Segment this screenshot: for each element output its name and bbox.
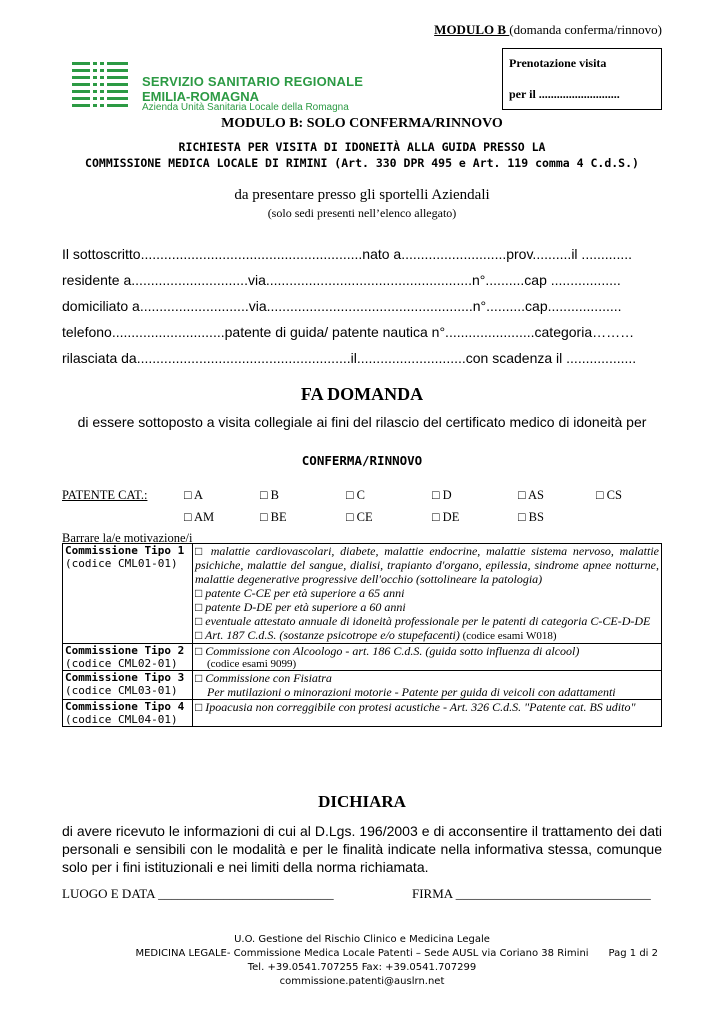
footer-line-2: MEDICINA LEGALE- Commissione Medica Locale Patenti – Sede AUSL via Coriano 38 Rimini	[135, 948, 589, 959]
tipo3-items	[193, 671, 662, 700]
footer-line-1: U.O. Gestione del Rischio Clinico e Medicina Legale	[234, 934, 490, 945]
motivazioni-table	[62, 543, 662, 727]
checkbox-cat-c[interactable]: □ C	[346, 488, 366, 502]
present-subtext: (solo sedi presenti nell’elenco allegato)	[267, 206, 457, 220]
tipo4-items	[193, 700, 662, 727]
tipo1-item-3[interactable]: □ patente D-DE per età superiore a 60 anni	[195, 600, 406, 614]
tipo1-cell	[63, 544, 193, 644]
checkbox-cat-as[interactable]: □ AS	[518, 488, 544, 502]
checkbox-cat-d[interactable]: □ D	[432, 488, 452, 502]
tipo1-item-4[interactable]: □ eventuale attestato annuale di idoneità professionale per le patenti di categoria C-CE-D-DE	[195, 614, 651, 628]
tipo2-code: (codice CML02-01)	[65, 657, 178, 670]
checkbox-cat-de[interactable]: □ DE	[432, 510, 460, 524]
checkbox-cat-cs[interactable]: □ CS	[596, 488, 622, 502]
checkbox-cat-a[interactable]: □ A	[184, 488, 204, 502]
fa-domanda-heading: FA DOMANDA	[300, 384, 424, 404]
tipo1-item-1[interactable]: □ malattie cardiovascolari, diabete, malattie endocrine, malattie sistema nervoso, malattie psichiche, malattie del sangue, dialisi, trapianto d'organo, epilessia, sindrome apnee notturne, malattie degenerative progressive dell'occhio (sottolineare la patologia)	[195, 544, 659, 586]
footer-line-3: Tel. +39.0541.707255 Fax: +39.0541.707299	[247, 962, 477, 973]
footer-email[interactable]: commissione.patenti@auslrn.net	[279, 976, 445, 987]
tipo2-item-1-code: (codice esami 9099)	[207, 658, 297, 670]
tipo3-item-2: Per mutilazioni o minorazioni motorie - Patente per guida di veicoli con adattamenti	[207, 685, 616, 699]
checkbox-cat-am[interactable]: □ AM	[184, 510, 215, 524]
checkbox-cat-be[interactable]: □ BE	[260, 510, 287, 524]
tipo4-title: Commissione Tipo 4	[65, 700, 185, 713]
dichiara-heading: DICHIARA	[318, 792, 406, 811]
table-row	[63, 544, 662, 644]
tipo4-cell	[63, 700, 193, 727]
domicile-line[interactable]: domiciliato a............................via.....................................................n°..........cap...................	[62, 298, 622, 314]
table-row	[63, 671, 662, 700]
table-row	[63, 644, 662, 671]
module-tag	[434, 22, 662, 38]
logo-line-1: SERVIZIO SANITARIO REGIONALE	[142, 74, 364, 89]
tipo2-cell	[63, 644, 193, 671]
form-subtitle: MODULO B: SOLO CONFERMA/RINNOVO	[221, 116, 503, 131]
tipo1-item-5-code: (codice esami W018)	[459, 630, 557, 642]
tipo1-item-2[interactable]: □ patente C-CE per età superiore a 65 anni	[195, 586, 405, 600]
logo	[70, 60, 370, 112]
conferma-heading: CONFERMA/RINNOVO	[301, 453, 423, 468]
logo-line-2: EMILIA-ROMAGNA	[142, 89, 259, 104]
tipo3-title: Commissione Tipo 3	[65, 671, 185, 684]
prenotazione-date-field[interactable]: per il ...........................	[509, 87, 620, 101]
tipo4-code: (codice CML04-01)	[65, 713, 178, 726]
request-title-1: RICHIESTA PER VISITA DI IDONEITÀ ALLA GUIDA PRESSO LA	[178, 140, 546, 154]
logo-line-3: Azienda Unità Sanitaria Locale della Romagna	[142, 102, 349, 113]
prenotazione-box	[502, 48, 662, 110]
applicant-name-line[interactable]: Il sottoscritto.........................................................nato a...........................prov..........il .............	[62, 246, 633, 262]
tipo1-title: Commissione Tipo 1	[65, 544, 185, 557]
prenotazione-label: Prenotazione visita	[509, 56, 607, 70]
tipo1-item-5[interactable]	[195, 628, 659, 643]
tipo1-item-5-text: □ Art. 187 C.d.S. (sostanze psicotrope e/o stupefacenti)	[195, 628, 460, 642]
logo-mark-icon	[70, 60, 132, 112]
request-title-2: COMMISSIONE MEDICA LOCALE DI RIMINI (Art. 330 DPR 495 e Art. 119 comma 4 C.d.S.)	[85, 156, 639, 170]
phone-license-line[interactable]: telefono.............................patente di guida/ patente nautica n°.......................categoria………	[62, 324, 635, 340]
tipo4-item-1[interactable]: □ Ipoacusia non correggibile con protesi acustiche - Art. 326 C.d.S. "Patente cat. BS udito"	[195, 700, 636, 714]
visita-text: di essere sottoposto a visita collegiale ai fini del rilascio del certificato medico di idoneità per	[77, 414, 647, 430]
luogo-data-field[interactable]: LUOGO E DATA ___________________________	[62, 886, 334, 901]
patente-label: PATENTE CAT.:	[62, 488, 148, 502]
dichiara-text: di avere ricevuto le informazioni di cui al D.Lgs. 196/2003 e di acconsentire il trattamento dei dati personali e sensibili con le modalità e per le finalità indicate nella informativa stessa, comunque solo per i fini istituzionali e nei limiti della norma richiamata.	[62, 823, 662, 875]
tipo3-code: (codice CML03-01)	[65, 684, 178, 697]
tipo3-item-1[interactable]: □ Commissione con Fisiatra	[195, 671, 332, 685]
firma-field[interactable]: FIRMA ______________________________	[412, 886, 651, 901]
present-text: da presentare presso gli sportelli Aziendali	[234, 187, 490, 203]
module-tag-rest: (domanda conferma/rinnovo)	[509, 22, 662, 37]
module-tag-bold: MODULO B	[434, 22, 510, 37]
tipo2-items	[193, 644, 662, 671]
barrare-label: Barrare la/e motivazione/i	[62, 531, 193, 545]
license-issue-line[interactable]: rilasciata da.......................................................il............................con scadenza il ..................	[62, 350, 637, 366]
table-row	[63, 700, 662, 727]
checkbox-cat-bs[interactable]: □ BS	[518, 510, 544, 524]
checkbox-cat-ce[interactable]: □ CE	[346, 510, 373, 524]
residence-line[interactable]: residente a..............................via.....................................................n°..........cap ..................	[62, 272, 621, 288]
checkbox-cat-b[interactable]: □ B	[260, 488, 280, 502]
tipo2-item-1[interactable]: □ Commissione con Alcoologo - art. 186 C.d.S. (guida sotto influenza di alcool)	[195, 644, 580, 658]
page-number: Pag 1 di 2	[608, 948, 658, 959]
tipo3-cell	[63, 671, 193, 700]
tipo1-items	[193, 544, 662, 644]
tipo2-title: Commissione Tipo 2	[65, 644, 185, 657]
tipo1-code: (codice CML01-01)	[65, 557, 178, 570]
